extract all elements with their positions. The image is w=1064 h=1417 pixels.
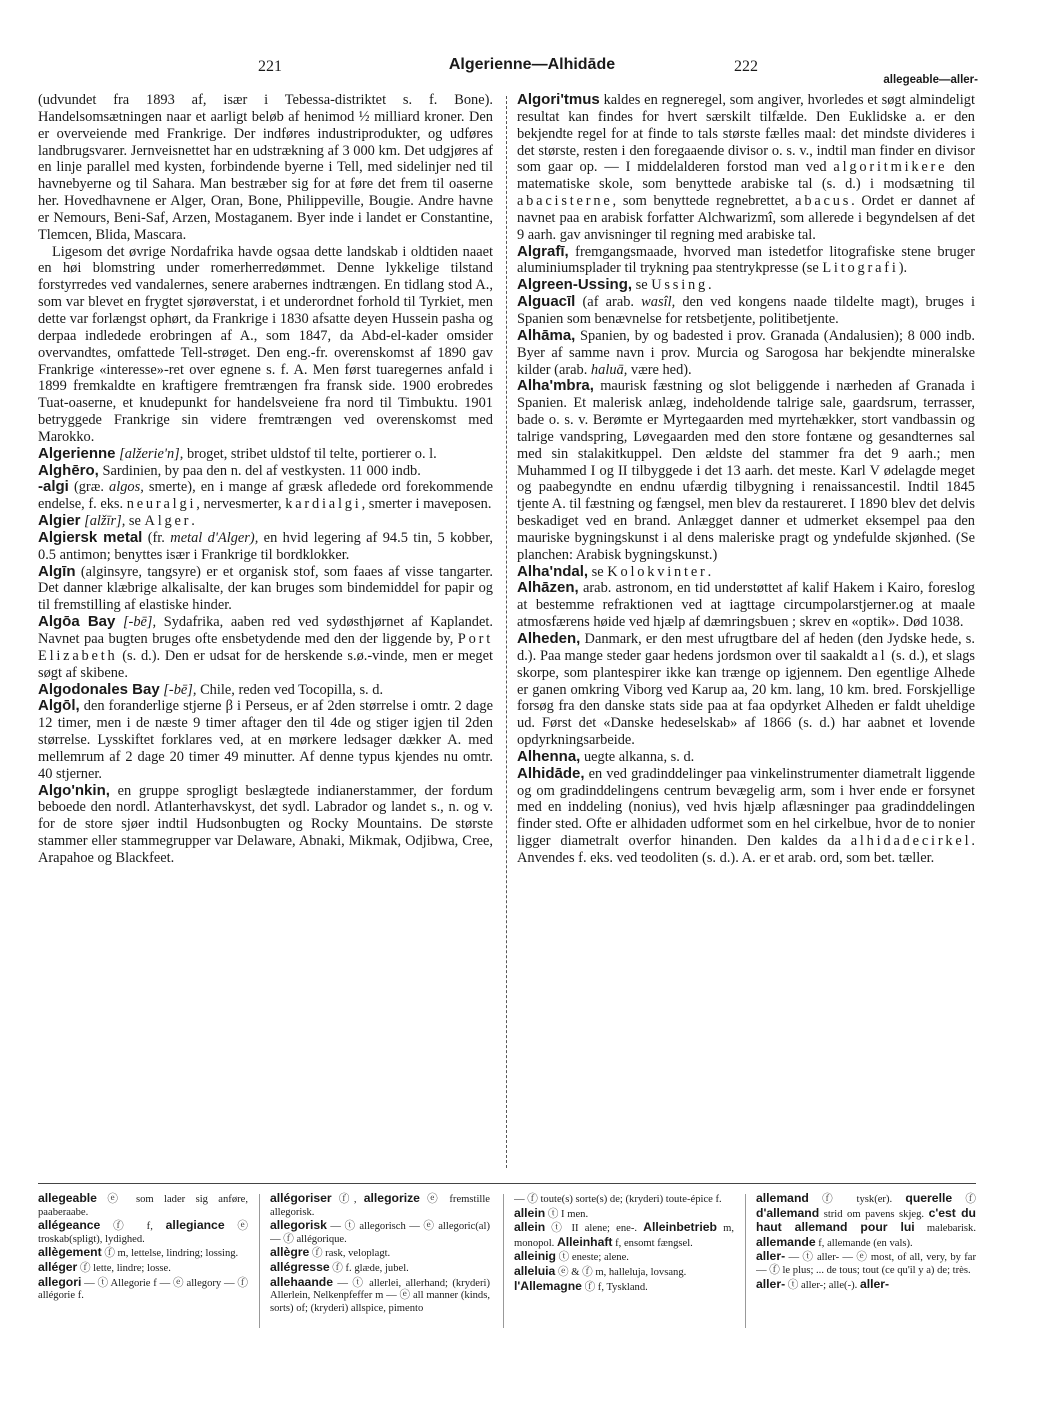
- footer-column-4: [756, 1192, 976, 1332]
- page-number-left: 221: [258, 58, 282, 75]
- right-column: [517, 92, 975, 1172]
- definition: ⓕ tysk(er).: [808, 1194, 906, 1205]
- page-title: Algerienne—Alhidāde: [448, 56, 616, 73]
- definition: . Anvendes f. eks. ved teodoliten (s. d.). A. er et arab. ord, som bet. tæller.: [517, 833, 975, 866]
- definition: ⓕ lette, lindre; losse.: [77, 1262, 171, 1274]
- definition: den ved kongens naade tildelte magt), bruges i Spanien som benævnelse for retsbetjente, politibetjente.: [517, 294, 975, 327]
- entry-algin: [38, 564, 493, 615]
- headword: allemande: [756, 1234, 816, 1249]
- footer-column-2: [270, 1192, 490, 1332]
- headword: Alha'ndal,: [517, 562, 589, 580]
- definition: ⓔ fremstille allegorisk.: [270, 1194, 490, 1218]
- headword: allemand: [756, 1192, 809, 1205]
- entry-algoa-bay: [38, 614, 493, 681]
- definition: malebarisk.: [914, 1223, 976, 1235]
- headword: allégresse: [270, 1259, 330, 1274]
- etymology: algos,: [103, 479, 144, 496]
- definition: f, allemande (en vals).: [815, 1237, 913, 1249]
- headword: Alha'mbra,: [517, 377, 594, 395]
- headword: allegiance: [165, 1218, 225, 1233]
- footer-entry: [270, 1219, 490, 1246]
- definition: .: [707, 563, 712, 580]
- headword: allègre: [270, 1245, 310, 1260]
- headword: Alhāzen,: [517, 579, 579, 597]
- definition: ⓕ f,: [100, 1221, 166, 1233]
- definition: (alginsyre, tangsyre) er et organisk stof, som faaes af visse tangarter. Det danner klæbrige alkalisalte, der kan bruges som bindemiddel for papir og til fremstilling af elastiske hinder.: [38, 563, 493, 614]
- emphasis-word: algoritmikere: [833, 159, 948, 176]
- headword: allein: [514, 1220, 546, 1235]
- emphasis-word: abacisterne: [517, 193, 613, 210]
- entry-alhandal: [517, 564, 975, 581]
- headword: Algōa Bay: [38, 613, 116, 631]
- footer-entry: [514, 1250, 734, 1265]
- definition: , som benyttede regnebrettet,: [612, 193, 796, 210]
- headword: alleinig: [514, 1249, 556, 1264]
- headword: allehaande: [270, 1274, 333, 1289]
- emphasis-word: alhidadecirkel: [850, 833, 972, 850]
- definition: se: [632, 277, 652, 294]
- definition: m, monopol.: [514, 1223, 734, 1249]
- column-divider: [506, 96, 507, 1168]
- definition: ⓣ I men.: [545, 1208, 589, 1220]
- definition: en gruppe sprogligt beslægtede indianerstammer, der fordum beboede den nordl. Atlanterhavskyst, det sydl. Labrador og landet s., n. og v. for de store sjøer indtil Hudsonbugten og Rocky Mountains. De største stammer eller stammegrupper var Delaware, Abnaki, Mikmak, Odjibwa, Cree, Arapahoe og Blackfeet.: [38, 782, 493, 866]
- headword: allegorize: [363, 1192, 420, 1205]
- definition: ⓣ II alene; ene-.: [545, 1223, 644, 1235]
- definition: ⓕ: [952, 1194, 976, 1205]
- footer-entry: [514, 1192, 734, 1207]
- entry-algier: [38, 513, 493, 530]
- footer-column-3: [514, 1192, 734, 1332]
- headword: Alleinbetrieb: [643, 1220, 717, 1235]
- definition: ⓕ rask, veloplagt.: [309, 1248, 391, 1260]
- cross-reference: Alger: [144, 513, 192, 530]
- footer-entry: [38, 1276, 248, 1303]
- definition: ⓔ som lader sig anføre, paaberaabe.: [38, 1194, 248, 1218]
- guide-words: allegeable—aller-: [883, 74, 978, 86]
- footer-entry: [514, 1280, 734, 1295]
- entry-algreen-ussing: [517, 277, 975, 294]
- headword: Algīn: [38, 562, 76, 580]
- entry-alheden: [517, 631, 975, 749]
- headword: Algōl,: [38, 697, 80, 715]
- entry-alhazen: [517, 580, 975, 631]
- definition: . Ordet er dannet af navnet paa en arabisk forfatter Alchwarizmî, som allerede i begyndelsen af det 9 aarh. gav anvisninger til regning med arabiske tal.: [517, 193, 975, 243]
- headword: aller-: [756, 1249, 786, 1264]
- headword: allegeable: [38, 1192, 97, 1205]
- headword: d'allemand: [756, 1205, 820, 1220]
- footer-entry: [270, 1246, 490, 1261]
- definition: — ⓣ Allegorie f — ⓔ allegory — ⓕ allégorie f.: [38, 1277, 248, 1302]
- example-word: kardialgi: [285, 496, 362, 513]
- headword: allegori: [38, 1274, 82, 1289]
- definition: ⓕ,: [331, 1194, 364, 1205]
- definition: — ⓕ toute(s) sorte(s) de; (kryderi) toute-épice f.: [514, 1194, 722, 1205]
- definition: den matematiske skole, som benyttede arabiske tal (s. d.) i modsætning til: [517, 159, 975, 193]
- definition: Sydafrika, aaben red ved sydøsthjørnet af Kaplandet. Navnet paa bugten bruges ofte ensbetydende med den der liggende by,: [38, 614, 493, 647]
- definition: f, ensomt fængsel.: [612, 1237, 693, 1249]
- headword: Algodonales Bay: [38, 680, 160, 698]
- page-number-right: 222: [734, 58, 758, 75]
- definition: ⓕ m, lettelse, lindring; lossing.: [101, 1248, 239, 1260]
- definition: fremgangsmaade, hvorved man istedetfor litografiske stene bruger aluminiumsplader til trykning paa stentrykpresse (se: [517, 243, 975, 277]
- entry-algrafi: [517, 244, 975, 278]
- left-column: [38, 92, 493, 1172]
- definition: — ⓣ aller- — ⓔ most, of all, very, by far — ⓕ le plus; ... de tous; tout (ce qu'il y a) de; très.: [756, 1252, 976, 1276]
- footer-entry: [270, 1192, 490, 1219]
- etymology: haluā,: [587, 361, 628, 378]
- footer-entry: [514, 1265, 734, 1280]
- paragraph-history: Ligesom det øvrige Nordafrika havde ogsaa dette landskab i oldtiden naaet en høi blomstring under romerherredømmet. Denne lykkelige tilstand forstyrredes ved vandalernes, senere arabernes indtrængen. En tidlang stod A., som var blevet en frygtet sjørøverstat, i et underordnet forhold til Tyrkiet, men dette var forlængst ophørt, da Frankrige i 1830 afsatte deyen Hussein pasha og derpaa indledede erobringen af A., som 1847, da Abd-el-kader omsider overvandtes, omfattede Tell-strøget. Den eng.-fr. overenskomst af 1890 gav Frankrige «interesse»-ret over egnene s. f. A. Men først tuaregernes anfald i 1899 fremkaldte en kraftigere fremtrængen fra fransk side. 1900 erobredes Tuat-oaserne, et knudepunkt for handelsveiene fra nord til Timbuktu. 1901 betryggede Frankrige sin videre fremtrængen ved overenskomst med Marokko.: [38, 243, 493, 445]
- entry-alhambra: [517, 378, 975, 563]
- definition: (s. d.), et slags skorpe, som plantespirer ikke kan trænge op igjennem. Den egentlige Alhede er ganen omkring Viborg ved Karup aa, 20 km. lang, 10 km. bred. Forskjellige forsøg fra den danske stats side paa at faa opdyrket Alheden er faldt uheldige ud. Først det «Danske hedeselskab» af 1866 (s. d.) har aabnet et lovende opdyrkningsarbeide.: [517, 647, 975, 749]
- pronunciation: [-bē],: [159, 681, 197, 698]
- headword: allégeance: [38, 1218, 101, 1233]
- definition: — ⓣ allegorisch — ⓔ allegoric(al) — ⓕ allégorique.: [270, 1221, 490, 1245]
- headword: Alhāma,: [517, 326, 576, 344]
- entry-algoritmus: [517, 92, 975, 244]
- definition: ⓣ aller-; alle(-).: [785, 1279, 860, 1291]
- headword: -algi: [38, 478, 69, 496]
- footer-column-separator: [745, 1194, 746, 1328]
- definition: uegte alkanna, s. d.: [580, 748, 695, 765]
- footer-entry: [38, 1192, 248, 1219]
- definition: se: [588, 563, 608, 580]
- definition: ⓔ & ⓕ m, halleluja, lovsang.: [555, 1266, 687, 1278]
- definition: , broget, stribet uldstof til telte, portierer o. l.: [179, 445, 437, 462]
- headword: Algiersk metal: [38, 528, 143, 546]
- cross-reference: Ussing: [651, 277, 709, 294]
- entry-alhama: [517, 328, 975, 379]
- definition: Spanien, by og badested i prov. Granada (Andalusien); 8 000 indb. Byer af samme navn i prov. Murcia og Sarogosa har bekjendte mineralske kilder (arab.: [517, 327, 975, 378]
- definition: ⓕ f. glæde, jubel.: [329, 1262, 409, 1274]
- pronunciation: [alžerie'n]: [119, 445, 180, 462]
- headword: allégoriser: [270, 1192, 332, 1205]
- definition: , nervesmerter,: [196, 496, 286, 513]
- pronunciation: [alžīr],: [80, 513, 126, 530]
- cross-reference: Port Elizabeth: [38, 631, 493, 664]
- headword: c'est du haut allemand pour lui: [756, 1205, 976, 1235]
- entry-algol: [38, 698, 493, 782]
- entry-alhenna: [517, 749, 975, 766]
- footer-divider: [38, 1183, 976, 1184]
- headword: allein: [514, 1205, 546, 1220]
- definition: den foranderlige stjerne β i Perseus, er af 2den størrelse i omtr. 2 dage 12 timer, men i de næste 9 timer aftager den til 4de og stiger igjen til 2den størrelse. Lysskiftet forklares ved, at en mørkere ledsager dækker A. med mellemrum af 2 dage 20 timer 49 minutter. Af denne typus kjendes nu omtr. 40 stjerner.: [38, 698, 493, 782]
- definition: (græ.: [68, 479, 104, 496]
- headword: Algier: [38, 512, 81, 530]
- cross-reference: Litografi: [822, 260, 899, 277]
- headword: alléger: [38, 1259, 78, 1274]
- headword: Algerienne: [38, 444, 116, 462]
- footer-entry: [756, 1192, 976, 1250]
- footer-entry: [38, 1219, 248, 1246]
- headword: Alheden,: [517, 630, 581, 647]
- definition: .: [708, 277, 712, 294]
- entry-algiersk-metal: [38, 530, 493, 564]
- definition: en ved gradinddelinger paa vinkelinstrumenter diametralt liggende og om gradinddelingens centrum bevægelig arm, som i hver ende er forsynet med en inddeling (nonius), ved hvis hjælp aflæsninger paa gradinddelingen finder sted. Ofte er alhidaden udformet som en hel cirkelbue, hvor de to nonier ligger diametralt overfor hinanden. Den kaldes da: [517, 765, 975, 850]
- headword: Algreen-Ussing,: [517, 276, 633, 294]
- headword: allegorisk: [270, 1218, 327, 1233]
- headword: alleluia: [514, 1263, 556, 1278]
- definition: ⓔ troskab(spligt), lydighed.: [38, 1221, 248, 1245]
- footer-entry: [514, 1221, 734, 1250]
- definition: — ⓣ allerlei, allerhand; (kryderi) Allerlein, Nelkenpfeffer m — ⓔ all manner (kinds, sorts) of; (kryderi) allspice, pimento: [270, 1277, 490, 1314]
- entry-algi: [38, 479, 493, 513]
- definition: en hvid legering af 94.5 tin, 5 kobber, 0.5 antimon; benyttes især i Frankrige til bordklokker.: [38, 529, 493, 563]
- definition: Danmark, er den mest ufrugtbare del af heden (den Jydske hede, s. d.). Paa mange steder gaar hedens jordsmon over til saakaldt: [517, 631, 975, 664]
- definition: (af arab.: [575, 294, 635, 311]
- definition: .: [191, 513, 195, 530]
- example-word: neuralgi: [126, 496, 197, 513]
- headword: Alhidāde,: [517, 764, 585, 782]
- headword: l'Allemagne: [514, 1278, 582, 1293]
- headword: Alghēro,: [38, 461, 99, 479]
- definition: strid om pavens skjeg.: [819, 1208, 929, 1220]
- definition: smerte), en i mange af græsk afledede ord forekommende endelse, f. eks.: [38, 479, 493, 513]
- definition: ⓣ eneste; alene.: [556, 1252, 629, 1264]
- emphasis-word: abacus: [795, 193, 852, 210]
- footer-column-separator: [503, 1194, 504, 1328]
- entry-alhidade: [517, 766, 975, 867]
- definition: Chile, reden ved Tocopilla, s. d.: [196, 681, 384, 698]
- definition: maurisk fæstning og slot beliggende i nærheden af Granada i Spanien. Et malerisk anlæg, indeholdende talrige sale, gaardsrum, terrasser, bade o. s. v. Berømte er Myrtegaarden med myrtehækker, stort vandbassin og talrige vandspring, Løvegaarden med den store fontæne og gesandternes sal med sin stalakitkuppel. Den ældste del stammer fra det 9 aarh.; men Muhammed I og II tilbyggede i det 13 aarh. det meste. Karl V ødelagde meget og paabegyndte en endnu ufærdig tilbygning i renaissancestil. Indtil 1845 tjente A. til fæstning og fængsel, men blev da restaureret. I 1890 blev det delvis beskadiget ved en brand. Anlægget danner et udmerket eksempel paa den mauriske bygningskunst i al dens maleriske pragt og yndefulde skjønhed. (Se planchen: Arabisk bygningskunst.): [517, 378, 975, 563]
- footer-entry: [38, 1246, 248, 1261]
- headword: querelle: [905, 1192, 953, 1205]
- entry-alghero: [38, 463, 493, 480]
- entry-algerienne: [38, 446, 493, 463]
- cross-reference: al: [871, 647, 888, 664]
- entry-algodonales-bay: [38, 682, 493, 699]
- footer-entry: [514, 1207, 734, 1222]
- paragraph-economy: (udvundet fra 1893 af, især i Tebessa-distriktet s. f. Bone). Handelsomsætningen naar et aarligt beløb af henimod ½ milliard kroner. Den er overveiende med Frankrige. Der indføres industriprodukter, og udføres landbrugsvarer. Jernveisnettet har en udstrækning af 3 000 km. Det udgjøres af en linje parallel med kysten, forbindende byerne i Tell, med sidelinjer ned til havnebyerne og til Sahara. Man bestræber sig for at føre det frem til oaserne her. Hovedhavnene er Alger, Oran, Bone, Philippeville, Bougie. Andre havne er Nemours, Beni-Saf, Arzen, Mostaganem. Byer inde i landet er Constantine, Tlemcen, Blida, Mascara.: [38, 92, 493, 243]
- definition: ).: [898, 260, 908, 277]
- definition: (s. d.). Den er udsat for de herskende s.ø.-vinde, men er meget søgt af skibene.: [38, 647, 493, 681]
- headword: Algrafī,: [517, 242, 569, 260]
- pronunciation: [-bē],: [115, 614, 157, 631]
- entry-alguacil: [517, 294, 975, 328]
- headword: Algori'tmus: [517, 92, 600, 108]
- definition: (fr.: [142, 529, 165, 546]
- etymology: metal d'Alger),: [164, 529, 259, 546]
- definition: Sardinien, by paa den n. del af vestkysten. 11 000 indb.: [98, 462, 421, 479]
- footer-entry: [270, 1261, 490, 1276]
- entry-algonkin: [38, 783, 493, 867]
- headword: Algo'nkin,: [38, 781, 110, 799]
- headword: aller-: [756, 1276, 786, 1291]
- headword: Alguacīl: [517, 293, 576, 311]
- definition: , smerter i maveposen.: [361, 496, 492, 513]
- footer-entry: [756, 1250, 976, 1277]
- definition: kaldes en regneregel, som angiver, hvorledes et søgt almindeligt resultat kan findes for hvert særskilt tilfælde. Den Euklidske a. er den bekjendte regel for at finde to tals største fælles maal: det mindste divideres i det største, resten i den foregaaende divisor o. s. v., indtil man finder en divisor som gaar op. — I middelalderen forstod man ved: [517, 92, 975, 176]
- definition: være hed).: [627, 361, 692, 378]
- definition: ⓕ f, Tyskland.: [581, 1281, 648, 1293]
- footer-entry: [270, 1276, 490, 1316]
- headword: aller-: [859, 1276, 890, 1291]
- etymology: wasîl,: [634, 294, 676, 311]
- headword: Alleinhaft: [556, 1234, 613, 1249]
- definition: se: [125, 513, 145, 530]
- footer-entry: [756, 1278, 976, 1293]
- cross-reference: Kolokvinter: [607, 563, 708, 580]
- headword: allègement: [38, 1245, 102, 1260]
- footer-column-separator: [259, 1194, 260, 1328]
- footer-column-1: [38, 1192, 248, 1332]
- headword: Alhenna,: [517, 747, 581, 765]
- definition: arab. astronom, en tid understøttet af kalif Hakem i Kairo, foreslog at bestemme refraktionen ved at iagttage circumpolarstjerner.og at maale atmosfærens høide ved hjælp af dæmringsbuen ; skrev en «optik». Død 1038.: [517, 580, 975, 631]
- footer-entry: [38, 1261, 248, 1276]
